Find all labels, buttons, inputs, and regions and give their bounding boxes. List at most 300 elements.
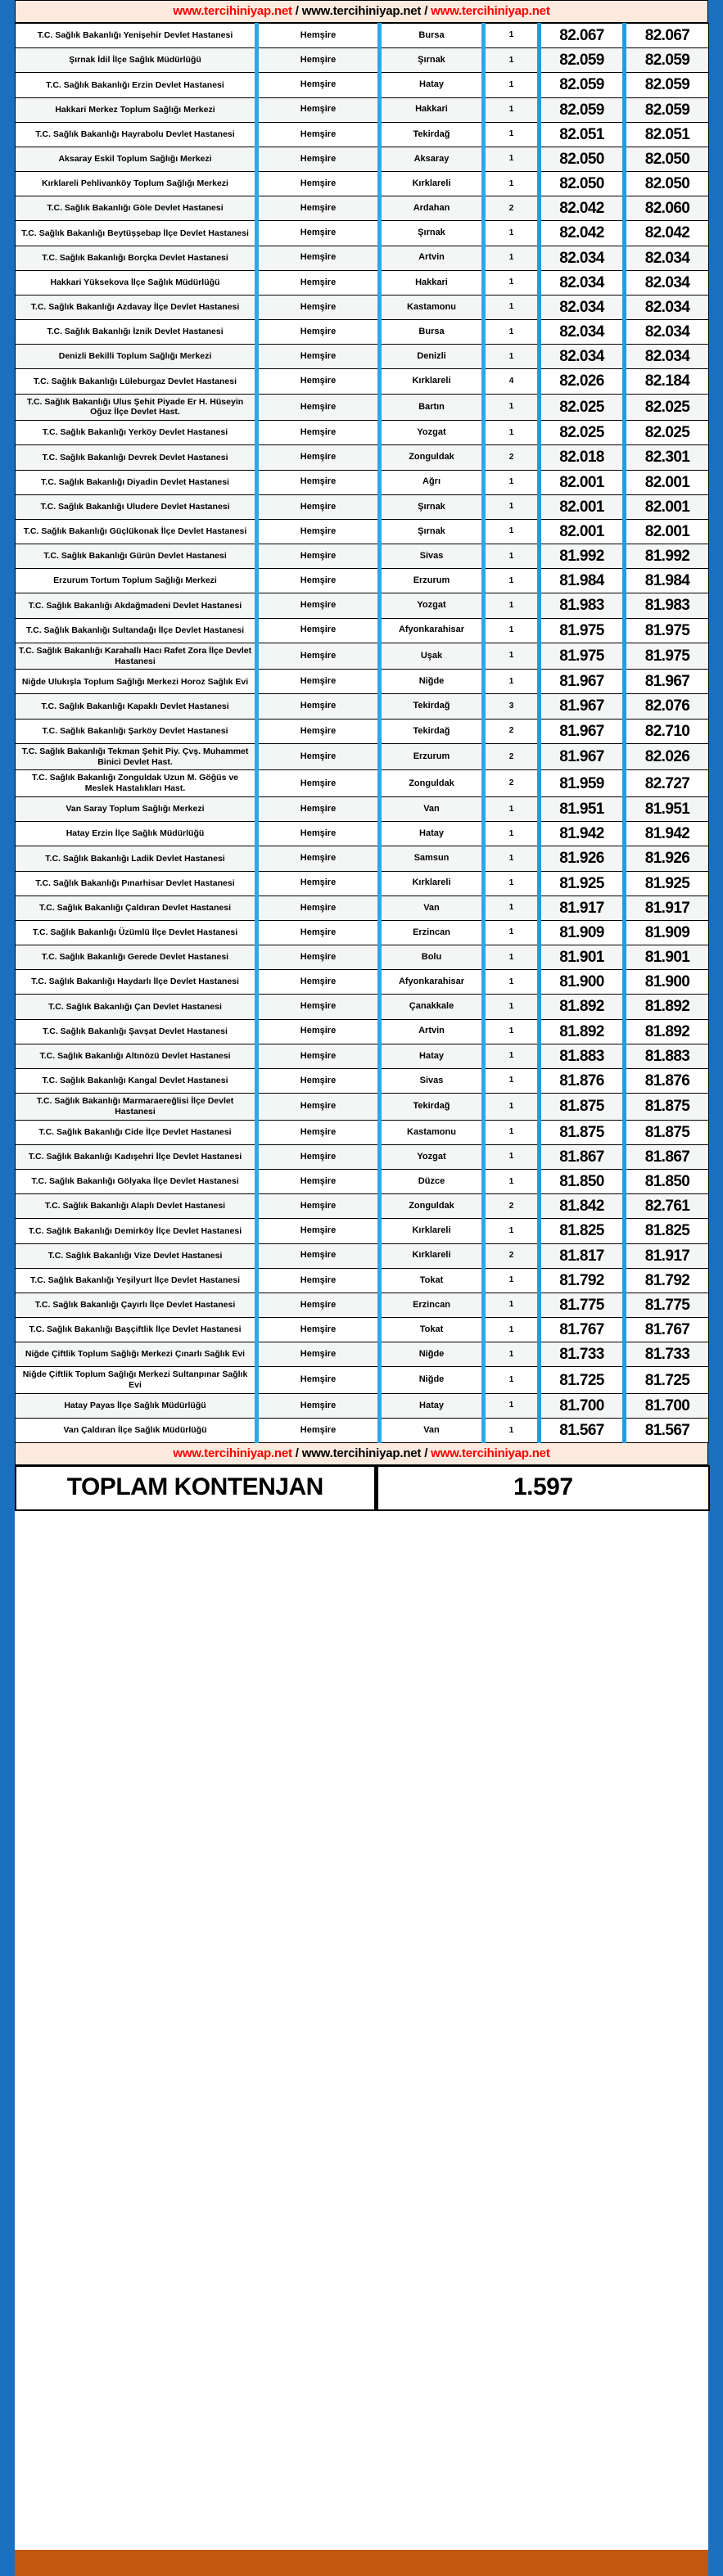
cell-adet: 4 — [484, 369, 540, 394]
quota-table-body — [16, 24, 709, 1443]
cell-tavan-puan: 81.825 — [625, 1219, 709, 1243]
content-column — [15, 0, 708, 1511]
cell-unvan: Hemşire — [257, 48, 380, 73]
cell-taban-puan: 81.959 — [540, 770, 625, 797]
cell-kurum: T.C. Sağlık Bakanlığı Hayrabolu Devlet Hastanesi — [16, 122, 257, 147]
cell-unvan: Hemşire — [257, 995, 380, 1019]
cell-kurum: Şırnak İdil İlçe Sağlık Müdürlüğü — [16, 48, 257, 73]
table-row — [16, 1293, 709, 1317]
cell-adet: 1 — [484, 1342, 540, 1367]
cell-taban-puan: 82.059 — [540, 48, 625, 73]
cell-unvan: Hemşire — [257, 643, 380, 670]
cell-taban-puan: 81.567 — [540, 1419, 625, 1443]
table-row — [16, 1120, 709, 1144]
watermark-part-3: www.tercihiniyap.net — [431, 1446, 550, 1461]
cell-il: Artvin — [380, 246, 484, 270]
cell-taban-puan: 81.883 — [540, 1044, 625, 1068]
cell-taban-puan: 81.825 — [540, 1219, 625, 1243]
table-row — [16, 1268, 709, 1293]
cell-kurum: T.C. Sağlık Bakanlığı Uludere Devlet Hastanesi — [16, 494, 257, 519]
cell-unvan: Hemşire — [257, 122, 380, 147]
cell-kurum: Hakkari Yüksekova İlçe Sağlık Müdürlüğü — [16, 270, 257, 295]
cell-adet: 1 — [484, 544, 540, 569]
cell-adet: 1 — [484, 470, 540, 494]
total-label: TOPLAM KONTENJAN — [16, 1466, 376, 1510]
cell-adet: 1 — [484, 846, 540, 871]
watermark-part-2: www.tercihiniyap.net — [301, 4, 422, 18]
cell-unvan: Hemşire — [257, 1068, 380, 1093]
table-row — [16, 421, 709, 445]
cell-unvan: Hemşire — [257, 569, 380, 593]
cell-kurum: T.C. Sağlık Bakanlığı Kangal Devlet Hastanesi — [16, 1068, 257, 1093]
cell-kurum: T.C. Sağlık Bakanlığı Borçka Devlet Hastanesi — [16, 246, 257, 270]
cell-adet: 1 — [484, 1393, 540, 1418]
cell-unvan: Hemşire — [257, 270, 380, 295]
cell-unvan: Hemşire — [257, 97, 380, 122]
cell-kurum: T.C. Sağlık Bakanlığı Akdağmadeni Devlet Hastanesi — [16, 593, 257, 618]
cell-unvan: Hemşire — [257, 770, 380, 797]
cell-adet: 1 — [484, 246, 540, 270]
cell-unvan: Hemşire — [257, 295, 380, 319]
watermark-separator-1: / — [291, 1446, 302, 1461]
cell-kurum: Kırklareli Pehlivanköy Toplum Sağlığı Merkezi — [16, 172, 257, 196]
cell-unvan: Hemşire — [257, 1268, 380, 1293]
cell-tavan-puan: 81.875 — [625, 1120, 709, 1144]
cell-kurum: T.C. Sağlık Bakanlığı Cide İlçe Devlet Hastanesi — [16, 1120, 257, 1144]
cell-il: Hatay — [380, 73, 484, 97]
cell-kurum: T.C. Sağlık Bakanlığı Yerköy Devlet Hastanesi — [16, 421, 257, 445]
cell-taban-puan: 82.001 — [540, 470, 625, 494]
cell-il: Van — [380, 797, 484, 822]
cell-il: Ardahan — [380, 196, 484, 221]
cell-adet: 1 — [484, 1120, 540, 1144]
cell-tavan-puan: 82.001 — [625, 519, 709, 544]
cell-il: Niğde — [380, 1342, 484, 1367]
table-row — [16, 719, 709, 743]
cell-tavan-puan: 81.767 — [625, 1318, 709, 1342]
cell-kurum: Erzurum Tortum Toplum Sağlığı Merkezi — [16, 569, 257, 593]
cell-taban-puan: 81.909 — [540, 920, 625, 945]
table-row — [16, 896, 709, 920]
cell-adet: 1 — [484, 920, 540, 945]
cell-kurum: T.C. Sağlık Bakanlığı Üzümlü İlçe Devlet Hastanesi — [16, 920, 257, 945]
cell-tavan-puan: 81.867 — [625, 1144, 709, 1169]
cell-adet: 1 — [484, 871, 540, 896]
cell-kurum: T.C. Sağlık Bakanlığı Şavşat Devlet Hastanesi — [16, 1019, 257, 1044]
cell-tavan-puan: 81.892 — [625, 995, 709, 1019]
cell-il: Kırklareli — [380, 1219, 484, 1243]
cell-il: Kırklareli — [380, 172, 484, 196]
cell-adet: 1 — [484, 394, 540, 421]
cell-adet: 1 — [484, 1144, 540, 1169]
cell-kurum: T.C. Sağlık Bakanlığı Gerede Devlet Hastanesi — [16, 945, 257, 970]
cell-il: Şırnak — [380, 221, 484, 246]
cell-taban-puan: 81.767 — [540, 1318, 625, 1342]
table-row — [16, 97, 709, 122]
cell-unvan: Hemşire — [257, 1044, 380, 1068]
cell-adet: 1 — [484, 147, 540, 171]
cell-il: Sivas — [380, 1068, 484, 1093]
cell-unvan: Hemşire — [257, 1194, 380, 1219]
cell-adet: 1 — [484, 1293, 540, 1317]
cell-taban-puan: 81.817 — [540, 1243, 625, 1268]
cell-tavan-puan: 82.034 — [625, 270, 709, 295]
cell-adet: 3 — [484, 694, 540, 719]
cell-taban-puan: 82.025 — [540, 394, 625, 421]
cell-taban-puan: 82.042 — [540, 221, 625, 246]
cell-unvan: Hemşire — [257, 320, 380, 345]
cell-il: Kırklareli — [380, 369, 484, 394]
cell-taban-puan: 82.059 — [540, 73, 625, 97]
cell-tavan-puan: 81.984 — [625, 569, 709, 593]
bottom-orange-bar — [15, 2550, 708, 2576]
cell-taban-puan: 81.867 — [540, 1144, 625, 1169]
cell-kurum: Niğde Çiftlik Toplum Sağlığı Merkezi Sultanpınar Sağlık Evi — [16, 1367, 257, 1394]
cell-taban-puan: 81.984 — [540, 569, 625, 593]
cell-tavan-puan: 82.034 — [625, 295, 709, 319]
cell-il: Yozgat — [380, 421, 484, 445]
cell-tavan-puan: 82.034 — [625, 246, 709, 270]
cell-tavan-puan: 82.761 — [625, 1194, 709, 1219]
cell-il: Erzincan — [380, 1293, 484, 1317]
cell-unvan: Hemşire — [257, 945, 380, 970]
cell-il: Tokat — [380, 1318, 484, 1342]
cell-unvan: Hemşire — [257, 519, 380, 544]
cell-adet: 1 — [484, 1094, 540, 1121]
cell-adet: 1 — [484, 519, 540, 544]
cell-il: Yozgat — [380, 1144, 484, 1169]
cell-adet: 1 — [484, 822, 540, 846]
cell-il: Tekirdağ — [380, 1094, 484, 1121]
cell-kurum: T.C. Sağlık Bakanlığı Kapaklı Devlet Hastanesi — [16, 694, 257, 719]
cell-tavan-puan: 82.050 — [625, 147, 709, 171]
cell-taban-puan: 81.901 — [540, 945, 625, 970]
cell-adet: 2 — [484, 1194, 540, 1219]
table-row — [16, 1393, 709, 1418]
table-row — [16, 295, 709, 319]
cell-taban-puan: 81.917 — [540, 896, 625, 920]
cell-il: Şırnak — [380, 48, 484, 73]
cell-il: Zonguldak — [380, 770, 484, 797]
cell-tavan-puan: 82.025 — [625, 394, 709, 421]
cell-tavan-puan: 82.001 — [625, 494, 709, 519]
watermark-part-1: www.tercihiniyap.net — [173, 4, 292, 18]
watermark-part-2: www.tercihiniyap.net — [301, 1446, 422, 1461]
cell-unvan: Hemşire — [257, 394, 380, 421]
table-row — [16, 643, 709, 670]
cell-taban-puan: 82.051 — [540, 122, 625, 147]
cell-taban-puan: 81.967 — [540, 694, 625, 719]
left-blue-rail — [0, 0, 15, 2576]
cell-il: Kırklareli — [380, 1243, 484, 1268]
right-blue-rail — [708, 0, 723, 2576]
cell-il: Tekirdağ — [380, 719, 484, 743]
cell-il: Erzurum — [380, 743, 484, 770]
cell-il: Yozgat — [380, 593, 484, 618]
cell-il: Tekirdağ — [380, 122, 484, 147]
cell-adet: 1 — [484, 1367, 540, 1394]
cell-unvan: Hemşire — [257, 1219, 380, 1243]
cell-tavan-puan: 81.926 — [625, 846, 709, 871]
cell-unvan: Hemşire — [257, 1144, 380, 1169]
watermark-part-1: www.tercihiniyap.net — [173, 1446, 292, 1461]
table-row — [16, 1194, 709, 1219]
cell-tavan-puan: 81.917 — [625, 896, 709, 920]
cell-adet: 1 — [484, 172, 540, 196]
cell-il: Aksaray — [380, 147, 484, 171]
cell-taban-puan: 81.975 — [540, 618, 625, 643]
watermark-separator-2: / — [421, 1446, 432, 1461]
cell-unvan: Hemşire — [257, 593, 380, 618]
table-row — [16, 48, 709, 73]
cell-taban-puan: 81.926 — [540, 846, 625, 871]
table-row — [16, 122, 709, 147]
cell-il: Kastamonu — [380, 1120, 484, 1144]
cell-unvan: Hemşire — [257, 196, 380, 221]
cell-adet: 1 — [484, 970, 540, 995]
table-row — [16, 822, 709, 846]
cell-tavan-puan: 82.059 — [625, 97, 709, 122]
cell-unvan: Hemşire — [257, 147, 380, 171]
table-row — [16, 172, 709, 196]
cell-il: Hatay — [380, 1044, 484, 1068]
cell-unvan: Hemşire — [257, 719, 380, 743]
cell-tavan-puan: 82.034 — [625, 345, 709, 369]
table-row — [16, 770, 709, 797]
watermark-banner-top — [15, 0, 708, 23]
cell-taban-puan: 81.967 — [540, 670, 625, 694]
cell-taban-puan: 82.001 — [540, 519, 625, 544]
cell-unvan: Hemşire — [257, 1419, 380, 1443]
table-row — [16, 1318, 709, 1342]
cell-tavan-puan: 81.967 — [625, 670, 709, 694]
table-row — [16, 345, 709, 369]
cell-adet: 1 — [484, 122, 540, 147]
cell-kurum: T.C. Sağlık Bakanlığı Marmaraereğlisi İlçe Devlet Hastanesi — [16, 1094, 257, 1121]
cell-kurum: T.C. Sağlık Bakanlığı Kadışehri İlçe Devlet Hastanesi — [16, 1144, 257, 1169]
cell-kurum: T.C. Sağlık Bakanlığı İznik Devlet Hastanesi — [16, 320, 257, 345]
cell-unvan: Hemşire — [257, 1243, 380, 1268]
cell-tavan-puan: 81.792 — [625, 1268, 709, 1293]
cell-adet: 1 — [484, 97, 540, 122]
cell-unvan: Hemşire — [257, 369, 380, 394]
cell-adet: 2 — [484, 719, 540, 743]
cell-tavan-puan: 81.975 — [625, 643, 709, 670]
cell-tavan-puan: 81.883 — [625, 1044, 709, 1068]
table-row — [16, 196, 709, 221]
cell-adet: 1 — [484, 569, 540, 593]
cell-taban-puan: 82.018 — [540, 445, 625, 470]
cell-kurum: T.C. Sağlık Bakanlığı Çaldıran Devlet Hastanesi — [16, 896, 257, 920]
cell-unvan: Hemşire — [257, 246, 380, 270]
cell-kurum: T.C. Sağlık Bakanlığı Gürün Devlet Hastanesi — [16, 544, 257, 569]
cell-il: Niğde — [380, 1367, 484, 1394]
cell-kurum: T.C. Sağlık Bakanlığı Güçlükonak İlçe Devlet Hastanesi — [16, 519, 257, 544]
table-row — [16, 246, 709, 270]
cell-kurum: T.C. Sağlık Bakanlığı Çayırlı İlçe Devlet Hastanesi — [16, 1293, 257, 1317]
cell-adet: 1 — [484, 995, 540, 1019]
cell-il: Hatay — [380, 822, 484, 846]
cell-adet: 1 — [484, 73, 540, 97]
cell-unvan: Hemşire — [257, 1019, 380, 1044]
table-row — [16, 1044, 709, 1068]
cell-il: Zonguldak — [380, 1194, 484, 1219]
cell-unvan: Hemşire — [257, 1293, 380, 1317]
cell-kurum: Hatay Erzin İlçe Sağlık Müdürlüğü — [16, 822, 257, 846]
cell-kurum: Denizli Bekilli Toplum Sağlığı Merkezi — [16, 345, 257, 369]
cell-il: Niğde — [380, 670, 484, 694]
cell-il: Bartın — [380, 394, 484, 421]
cell-il: Samsun — [380, 846, 484, 871]
cell-taban-puan: 82.034 — [540, 246, 625, 270]
cell-adet: 1 — [484, 1419, 540, 1443]
table-row — [16, 1342, 709, 1367]
cell-tavan-puan: 81.992 — [625, 544, 709, 569]
cell-unvan: Hemşire — [257, 1318, 380, 1342]
cell-unvan: Hemşire — [257, 871, 380, 896]
cell-kurum: Niğde Ulukışla Toplum Sağlığı Merkezi Horoz Sağlık Evi — [16, 670, 257, 694]
cell-adet: 1 — [484, 896, 540, 920]
cell-adet: 1 — [484, 670, 540, 694]
cell-tavan-puan: 82.025 — [625, 421, 709, 445]
cell-adet: 1 — [484, 320, 540, 345]
cell-il: Bolu — [380, 945, 484, 970]
cell-il: Tokat — [380, 1268, 484, 1293]
cell-taban-puan: 81.875 — [540, 1120, 625, 1144]
cell-unvan: Hemşire — [257, 421, 380, 445]
cell-tavan-puan: 81.875 — [625, 1094, 709, 1121]
cell-kurum: T.C. Sağlık Bakanlığı Sultandağı İlçe Devlet Hastanesi — [16, 618, 257, 643]
cell-unvan: Hemşire — [257, 544, 380, 569]
watermark-part-3: www.tercihiniyap.net — [431, 4, 550, 18]
cell-tavan-puan: 81.567 — [625, 1419, 709, 1443]
cell-adet: 1 — [484, 1268, 540, 1293]
table-row — [16, 1419, 709, 1443]
cell-tavan-puan: 81.892 — [625, 1019, 709, 1044]
cell-il: Sivas — [380, 544, 484, 569]
cell-unvan: Hemşire — [257, 743, 380, 770]
table-row — [16, 945, 709, 970]
cell-unvan: Hemşire — [257, 1342, 380, 1367]
cell-unvan: Hemşire — [257, 920, 380, 945]
table-row — [16, 1219, 709, 1243]
cell-kurum: T.C. Sağlık Bakanlığı Yenişehir Devlet Hastanesi — [16, 24, 257, 48]
table-row — [16, 743, 709, 770]
cell-tavan-puan: 81.876 — [625, 1068, 709, 1093]
table-row — [16, 1068, 709, 1093]
cell-taban-puan: 81.842 — [540, 1194, 625, 1219]
cell-il: Bursa — [380, 320, 484, 345]
cell-adet: 1 — [484, 618, 540, 643]
total-quota-table — [15, 1465, 710, 1511]
cell-tavan-puan: 81.983 — [625, 593, 709, 618]
cell-unvan: Hemşire — [257, 345, 380, 369]
cell-tavan-puan: 82.001 — [625, 470, 709, 494]
cell-taban-puan: 82.067 — [540, 24, 625, 48]
cell-tavan-puan: 82.076 — [625, 694, 709, 719]
watermark-separator-2: / — [421, 4, 432, 18]
cell-unvan: Hemşire — [257, 1367, 380, 1394]
cell-il: Afyonkarahisar — [380, 618, 484, 643]
cell-adet: 1 — [484, 221, 540, 246]
table-row — [16, 670, 709, 694]
table-row — [16, 445, 709, 470]
table-row — [16, 147, 709, 171]
cell-kurum: Aksaray Eskil Toplum Sağlığı Merkezi — [16, 147, 257, 171]
cell-kurum: T.C. Sağlık Bakanlığı Alaplı Devlet Hastanesi — [16, 1194, 257, 1219]
cell-kurum: T.C. Sağlık Bakanlığı Zonguldak Uzun M. Göğüs ve Meslek Hastalıkları Hast. — [16, 770, 257, 797]
table-row — [16, 1144, 709, 1169]
cell-kurum: T.C. Sağlık Bakanlığı Göle Devlet Hastanesi — [16, 196, 257, 221]
table-row — [16, 846, 709, 871]
cell-il: Hatay — [380, 1393, 484, 1418]
cell-kurum: T.C. Sağlık Bakanlığı Vize Devlet Hastanesi — [16, 1243, 257, 1268]
cell-adet: 1 — [484, 24, 540, 48]
cell-il: Kırklareli — [380, 871, 484, 896]
cell-adet: 1 — [484, 945, 540, 970]
cell-taban-puan: 81.967 — [540, 719, 625, 743]
cell-taban-puan: 82.034 — [540, 295, 625, 319]
cell-taban-puan: 81.700 — [540, 1393, 625, 1418]
cell-taban-puan: 81.725 — [540, 1367, 625, 1394]
cell-taban-puan: 82.034 — [540, 320, 625, 345]
cell-tavan-puan: 82.051 — [625, 122, 709, 147]
cell-adet: 1 — [484, 295, 540, 319]
table-row — [16, 871, 709, 896]
cell-kurum: T.C. Sağlık Bakanlığı Başçiftlik İlçe Devlet Hastanesi — [16, 1318, 257, 1342]
cell-unvan: Hemşire — [257, 822, 380, 846]
total-row — [16, 1466, 709, 1510]
cell-kurum: Van Saray Toplum Sağlığı Merkezi — [16, 797, 257, 822]
cell-kurum: T.C. Sağlık Bakanlığı Karahallı Hacı Rafet Zora İlçe Devlet Hastanesi — [16, 643, 257, 670]
table-row — [16, 618, 709, 643]
cell-tavan-puan: 82.059 — [625, 73, 709, 97]
cell-unvan: Hemşire — [257, 970, 380, 995]
cell-adet: 1 — [484, 1068, 540, 1093]
table-row — [16, 920, 709, 945]
cell-kurum: Hakkari Merkez Toplum Sağlığı Merkezi — [16, 97, 257, 122]
cell-il: Van — [380, 896, 484, 920]
cell-taban-puan: 82.025 — [540, 421, 625, 445]
cell-tavan-puan: 82.067 — [625, 24, 709, 48]
cell-kurum: T.C. Sağlık Bakanlığı Haydarlı İlçe Devlet Hastanesi — [16, 970, 257, 995]
cell-taban-puan: 81.892 — [540, 995, 625, 1019]
cell-tavan-puan: 82.184 — [625, 369, 709, 394]
cell-kurum: T.C. Sağlık Bakanlığı Beytüşşebap İlçe Devlet Hastanesi — [16, 221, 257, 246]
cell-unvan: Hemşire — [257, 1094, 380, 1121]
cell-adet: 1 — [484, 48, 540, 73]
cell-il: Çanakkale — [380, 995, 484, 1019]
cell-adet: 1 — [484, 421, 540, 445]
cell-kurum: T.C. Sağlık Bakanlığı Çan Devlet Hastanesi — [16, 995, 257, 1019]
cell-tavan-puan: 81.917 — [625, 1243, 709, 1268]
cell-unvan: Hemşire — [257, 445, 380, 470]
total-value: 1.597 — [376, 1466, 709, 1510]
cell-kurum: T.C. Sağlık Bakanlığı Devrek Devlet Hastanesi — [16, 445, 257, 470]
cell-kurum: T.C. Sağlık Bakanlığı Tekman Şehit Piy. Çvş. Muhammet Binici Devlet Hast. — [16, 743, 257, 770]
cell-tavan-puan: 81.733 — [625, 1342, 709, 1367]
cell-kurum: T.C. Sağlık Bakanlığı Yeşilyurt İlçe Devlet Hastanesi — [16, 1268, 257, 1293]
cell-unvan: Hemşire — [257, 470, 380, 494]
cell-kurum: T.C. Sağlık Bakanlığı Azdavay İlçe Devlet Hastanesi — [16, 295, 257, 319]
cell-adet: 1 — [484, 1019, 540, 1044]
cell-kurum: T.C. Sağlık Bakanlığı Lüleburgaz Devlet Hastanesi — [16, 369, 257, 394]
table-row — [16, 369, 709, 394]
cell-adet: 1 — [484, 1170, 540, 1194]
cell-tavan-puan: 81.901 — [625, 945, 709, 970]
cell-taban-puan: 82.050 — [540, 172, 625, 196]
cell-tavan-puan: 82.034 — [625, 320, 709, 345]
